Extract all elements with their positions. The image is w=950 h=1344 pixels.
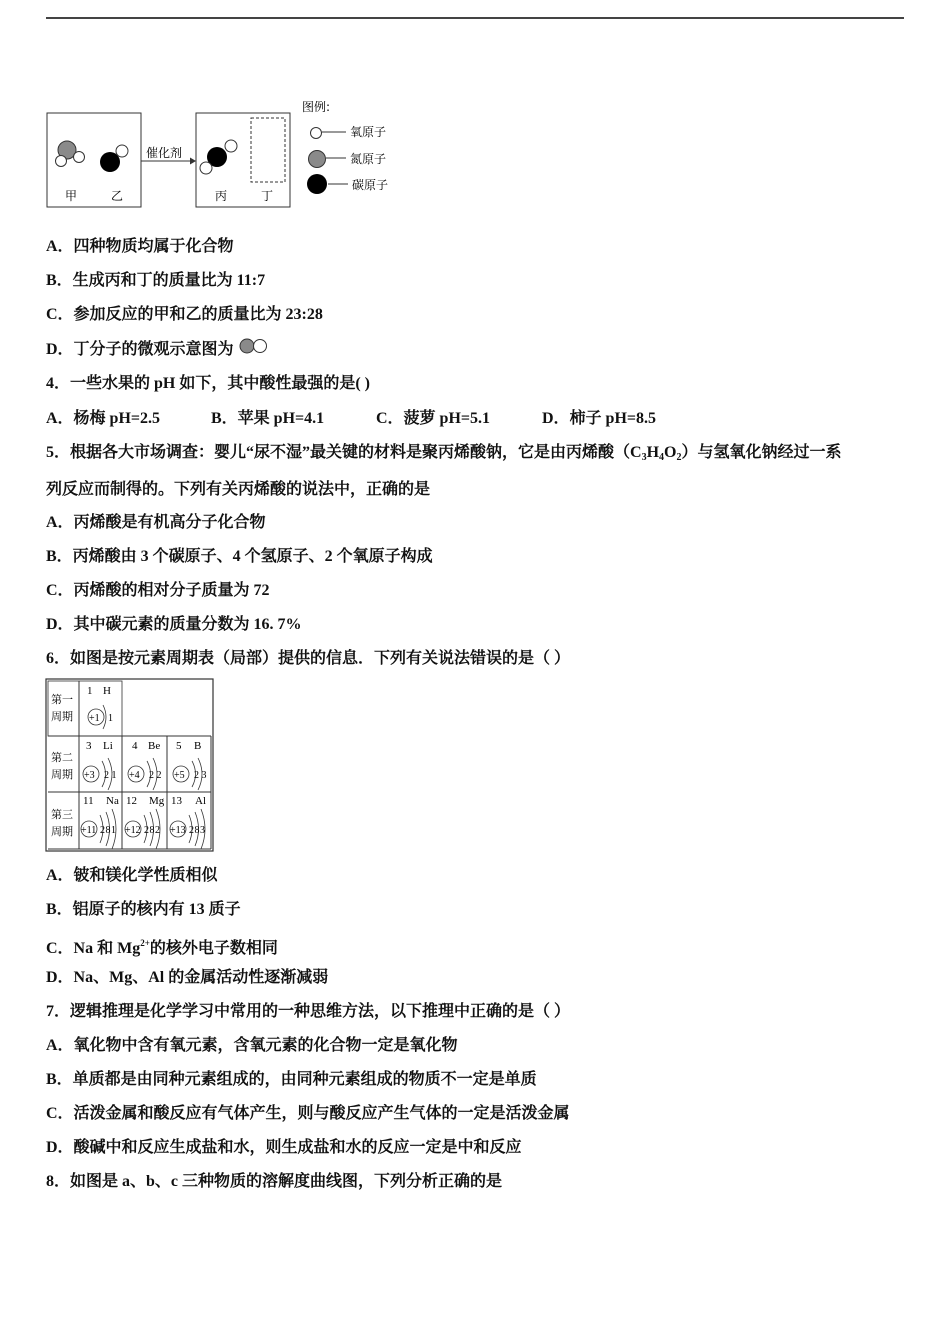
element-symbol: Li bbox=[103, 740, 113, 752]
q3-option-d: D．丁分子的微观示意图为 bbox=[46, 338, 269, 360]
legend-oxygen: 氧原子 bbox=[350, 125, 387, 139]
q6-option-d: D．Na、Mg、Al 的金属活动性逐渐减弱 bbox=[46, 969, 329, 986]
nucleus-charge: +13 bbox=[170, 825, 186, 836]
ding-molecule-icon bbox=[239, 338, 269, 356]
electron-shells: 2 8 2 bbox=[144, 825, 159, 836]
q5-option-d: D．其中碳元素的质量分数为 16. 7% bbox=[46, 616, 302, 633]
period3-label: 周期 bbox=[51, 826, 73, 838]
electron-shells: 2 1 bbox=[104, 770, 117, 781]
q6-option-c: C．Na 和 $Mg^{2+}$的核外电子数相同 bbox=[46, 938, 278, 957]
q5-option-a: A．丙烯酸是有机高分子化合物 bbox=[46, 514, 266, 531]
oxygen-atom bbox=[74, 152, 85, 163]
period1-label: 第一 bbox=[51, 694, 73, 706]
q6-option-a: A．铍和镁化学性质相似 bbox=[46, 867, 218, 884]
element-number: 13 bbox=[171, 795, 182, 807]
legend-oxygen-icon bbox=[311, 128, 322, 139]
element-symbol: Al bbox=[195, 795, 206, 807]
q7-stem: 7．逻辑推理是化学学习中常用的一种思维方法，以下推理中正确的是（ ） bbox=[46, 1003, 571, 1020]
q4-option-a: A．杨梅 pH=2.5 bbox=[46, 410, 161, 427]
period2-label: 第二 bbox=[51, 752, 73, 764]
element-number: 1 bbox=[87, 685, 93, 697]
oxygen-atom bbox=[200, 162, 212, 174]
q3-option-b: B．生成丙和丁的质量比为 11:7 bbox=[46, 272, 266, 289]
q7-option-d: D．酸碱中和反应生成盐和水，则生成盐和水的反应一定是中和反应 bbox=[46, 1139, 522, 1156]
electron-shells: 2 3 bbox=[194, 770, 207, 781]
nucleus-charge: +4 bbox=[129, 770, 140, 781]
legend-carbon-icon bbox=[307, 174, 327, 194]
legend-nitrogen: 氮原子 bbox=[350, 152, 387, 166]
nucleus-charge: +3 bbox=[84, 770, 95, 781]
nucleus-charge: +1 bbox=[89, 713, 100, 724]
oxygen-atom bbox=[116, 145, 128, 157]
element-symbol: H bbox=[103, 685, 111, 697]
oxygen-atom bbox=[225, 140, 237, 152]
nucleus-charge: +5 bbox=[174, 770, 185, 781]
electron-shells: 2 2 bbox=[149, 770, 162, 781]
element-symbol: Be bbox=[148, 740, 161, 752]
catalyst-label: 催化剂 bbox=[146, 146, 183, 160]
legend-title: 图例: bbox=[302, 100, 331, 114]
period1-label: 周期 bbox=[51, 711, 73, 723]
ding-placeholder-box bbox=[251, 118, 285, 182]
nucleus-charge: +12 bbox=[125, 825, 141, 836]
nucleus-charge: +11 bbox=[81, 825, 97, 836]
element-symbol: Mg bbox=[149, 795, 165, 807]
element-number: 11 bbox=[83, 795, 94, 807]
element-symbol: B bbox=[194, 740, 202, 752]
period2-label: 周期 bbox=[51, 769, 73, 781]
q3-option-c: C．参加反应的甲和乙的质量比为 23:28 bbox=[46, 306, 323, 323]
q5-stem-line2: 列反应而制得的。下列有关丙烯酸的说法中，正确的是 bbox=[46, 481, 431, 498]
element-symbol: Na bbox=[106, 795, 119, 807]
element-number: 3 bbox=[86, 740, 92, 752]
q7-option-c: C．活泼金属和酸反应有气体产生，则与酸反应产生气体的一定是活泼金属 bbox=[46, 1105, 570, 1122]
q4-option-d: D．柿子 pH=8.5 bbox=[542, 410, 657, 427]
label-yi: 乙 bbox=[111, 189, 124, 203]
q4-option-c: C．菠萝 pH=5.1 bbox=[376, 410, 491, 427]
q3-option-a: A．四种物质均属于化合物 bbox=[46, 238, 234, 255]
q5-option-b: B．丙烯酸由 3 个碳原子、4 个氢原子、2 个氧原子构成 bbox=[46, 548, 433, 565]
q7-option-a: A．氧化物中含有氧元素，含氧元素的化合物一定是氧化物 bbox=[46, 1037, 458, 1054]
reaction-diagram bbox=[44, 96, 404, 212]
period3-label: 第三 bbox=[51, 809, 73, 821]
q6-option-b: B．铝原子的核内有 13 质子 bbox=[46, 901, 241, 918]
element-number: 4 bbox=[132, 740, 138, 752]
oxygen-atom bbox=[56, 156, 67, 167]
label-ding: 丁 bbox=[261, 189, 274, 203]
legend-carbon: 碳原子 bbox=[352, 178, 389, 192]
electron-shells: 1 bbox=[108, 713, 113, 724]
label-bing: 丙 bbox=[215, 189, 228, 203]
q4-options bbox=[46, 408, 656, 429]
electron-shells: 2 8 3 bbox=[189, 825, 204, 836]
header-rule bbox=[46, 17, 904, 19]
legend-nitrogen-icon bbox=[309, 151, 326, 168]
label-jia: 甲 bbox=[65, 189, 78, 203]
element-number: 5 bbox=[176, 740, 182, 752]
q6-stem: 6．如图是按元素周期表（局部）提供的信息．下列有关说法错误的是（ ） bbox=[46, 650, 571, 667]
q7-option-b: B．单质都是由同种元素组成的，由同种元素组成的物质不一定是单质 bbox=[46, 1071, 537, 1088]
electron-shells: 2 8 1 bbox=[100, 825, 115, 836]
q8-stem: 8．如图是 a、b、c 三种物质的溶解度曲线图，下列分析正确的是 bbox=[46, 1173, 503, 1190]
q4-stem: 4．一些水果的 pH 如下，其中酸性最强的是( ) bbox=[46, 375, 371, 392]
element-number: 12 bbox=[126, 795, 137, 807]
q5-option-c: C．丙烯酸的相对分子质量为 72 bbox=[46, 582, 270, 599]
q4-option-b: B．苹果 pH=4.1 bbox=[211, 410, 325, 427]
q5-stem-line1: 5．根据各大市场调查：婴儿“尿不湿”最关键的材料是聚丙烯酸钠，它是由丙烯酸$(C_3H_4O_2)$与氢氧化钠经过一系 bbox=[46, 444, 842, 463]
periodic-table-excerpt bbox=[45, 678, 217, 854]
